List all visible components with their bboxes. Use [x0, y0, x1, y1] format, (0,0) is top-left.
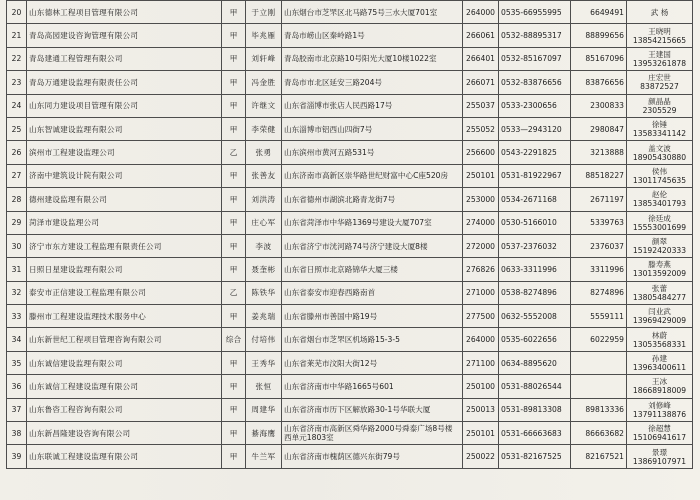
- contact-mobile: 15106941617: [632, 433, 687, 443]
- telephone: 0533—2943120: [499, 117, 571, 140]
- postal-code: 253000: [463, 188, 499, 211]
- postal-code: 271100: [463, 351, 499, 374]
- qualification-level: 甲: [222, 258, 246, 281]
- legal-representative: 毕兆雁: [246, 24, 282, 47]
- contact-person: 王冰: [651, 377, 668, 387]
- company-name: 日照日星建设监理有限公司: [27, 258, 222, 281]
- table-row: [7, 351, 693, 374]
- contact-person: 王建国: [648, 49, 671, 59]
- company-name: 济宁市东方建设工程监理有限责任公司: [27, 234, 222, 257]
- legal-representative: 付培伟: [246, 328, 282, 351]
- qualification-level: 甲: [222, 422, 246, 445]
- row-number: 37: [7, 398, 27, 421]
- legal-representative: 聂奎彬: [246, 258, 282, 281]
- postal-code: 276826: [463, 258, 499, 281]
- telephone: 0532-88895317: [499, 24, 571, 47]
- contact-person: 徐廷成: [648, 213, 671, 223]
- table-row: [7, 188, 693, 211]
- company-name: 滨州市工程建设监理公司: [27, 141, 222, 164]
- legal-representative: 张勇: [246, 141, 282, 164]
- row-number: 25: [7, 117, 27, 140]
- fax-number: 85167096: [571, 47, 627, 70]
- fax-number: 3213888: [571, 141, 627, 164]
- company-address: 山东省莱芜市汶阳大街12号: [282, 351, 463, 374]
- row-number: 20: [7, 1, 27, 24]
- postal-code: 256600: [463, 141, 499, 164]
- row-number: 35: [7, 351, 27, 374]
- legal-representative: 陈铁华: [246, 281, 282, 304]
- legal-representative: 李波: [246, 234, 282, 257]
- company-name: 山东新昌隆建设咨询有限公司: [27, 422, 222, 445]
- contact-mobile: 13791138876: [632, 409, 687, 419]
- row-number: 27: [7, 164, 27, 187]
- contact-mobile: 13805484277: [632, 292, 687, 302]
- fax-number: 6022959: [571, 328, 627, 351]
- company-address: 山东省济宁市洸河路74号济宁建设大厦8楼: [282, 234, 463, 257]
- company-name: 德州建设监理有限公司: [27, 188, 222, 211]
- company-address: 山东济南市高新区崇华路世纪财富中心C座520房: [282, 164, 463, 187]
- company-address: 山东省济南市中华路1665号601: [282, 375, 463, 398]
- contact-cell: [627, 281, 693, 304]
- company-name: 山东智诚建设监理有限公司: [27, 117, 222, 140]
- table-row: [7, 281, 693, 304]
- contact-person: 王晓明: [648, 26, 671, 36]
- row-number: 30: [7, 234, 27, 257]
- contact-person: 颜晶晶: [648, 96, 671, 106]
- qualification-level: 甲: [222, 211, 246, 234]
- company-name: 山东诚信建设监理有限公司: [27, 351, 222, 374]
- qualification-level: 甲: [222, 398, 246, 421]
- fax-number: 2300833: [571, 94, 627, 117]
- postal-code: 266061: [463, 24, 499, 47]
- company-name: 青岛建通工程管理有限公司: [27, 47, 222, 70]
- supervision-company-table: [6, 0, 693, 469]
- contact-cell: [627, 24, 693, 47]
- contact-mobile: 18668918009: [632, 386, 687, 396]
- contact-mobile: 13854215665: [632, 35, 687, 45]
- postal-code: 250101: [463, 164, 499, 187]
- table-row: [7, 445, 693, 468]
- telephone: 0535-6022656: [499, 328, 571, 351]
- postal-code: 264000: [463, 328, 499, 351]
- telephone: 0531-82167525: [499, 445, 571, 468]
- contact-person: 侯伟: [651, 166, 668, 176]
- qualification-level: 甲: [222, 375, 246, 398]
- contact-cell: [627, 305, 693, 328]
- qualification-level: 甲: [222, 71, 246, 94]
- legal-representative: 刘轩峰: [246, 47, 282, 70]
- postal-code: 271000: [463, 281, 499, 304]
- contact-mobile: 13053568331: [632, 339, 687, 349]
- table-row: [7, 328, 693, 351]
- contact-cell: [627, 71, 693, 94]
- company-address: 山东省德州市湖滨北路青龙街7号: [282, 188, 463, 211]
- telephone: 0534-2671168: [499, 188, 571, 211]
- telephone: 0538-8274896: [499, 281, 571, 304]
- company-address: 山东省滕州市善国中路19号: [282, 305, 463, 328]
- fax-number: 88518227: [571, 164, 627, 187]
- qualification-level: 甲: [222, 94, 246, 117]
- qualification-level: 综合: [222, 328, 246, 351]
- company-name: 山东诚信工程建设监理有限公司: [27, 375, 222, 398]
- contact-person: 庄宏世: [648, 73, 671, 83]
- contact-cell: [627, 188, 693, 211]
- row-number: 29: [7, 211, 27, 234]
- qualification-level: 甲: [222, 351, 246, 374]
- fax-number: 2980847: [571, 117, 627, 140]
- contact-cell: [627, 445, 693, 468]
- legal-representative: 刘洪涛: [246, 188, 282, 211]
- contact-cell: [627, 117, 693, 140]
- company-name: 青岛高园建设咨询管理有限公司: [27, 24, 222, 47]
- contact-mobile: 13953261878: [632, 58, 687, 68]
- postal-code: 272000: [463, 234, 499, 257]
- row-number: 32: [7, 281, 27, 304]
- contact-cell: [627, 351, 693, 374]
- postal-code: 250013: [463, 398, 499, 421]
- fax-number: 6649491: [571, 1, 627, 24]
- telephone: 0531-66663683: [499, 422, 571, 445]
- table-row: [7, 258, 693, 281]
- contact-mobile: 2305529: [642, 105, 677, 115]
- table-row: [7, 375, 693, 398]
- row-number: 39: [7, 445, 27, 468]
- postal-code: 266071: [463, 71, 499, 94]
- table-row: [7, 211, 693, 234]
- contact-person: 刘修峰: [648, 400, 671, 410]
- table-row: [7, 422, 693, 445]
- postal-code: 264000: [463, 1, 499, 24]
- company-address: 山东省济南市槐荫区德兴东街79号: [282, 445, 463, 468]
- row-number: 36: [7, 375, 27, 398]
- contact-cell: [627, 94, 693, 117]
- postal-code: 250022: [463, 445, 499, 468]
- telephone: 0535-66955995: [499, 1, 571, 24]
- company-name: 济南中建筑设计院有限公司: [27, 164, 222, 187]
- contact-mobile: 13583341142: [632, 129, 687, 139]
- table-row: [7, 164, 693, 187]
- table-body: [7, 1, 693, 469]
- table-row: [7, 305, 693, 328]
- fax-number: 82167521: [571, 445, 627, 468]
- contact-mobile: 13963400611: [632, 363, 687, 373]
- table-row: [7, 24, 693, 47]
- row-number: 23: [7, 71, 27, 94]
- table-row: [7, 234, 693, 257]
- company-address: 山东省淄博市张店人民西路17号: [282, 94, 463, 117]
- contact-person: 徐超慧: [648, 424, 671, 434]
- legal-representative: 张善友: [246, 164, 282, 187]
- telephone: 0632-5552008: [499, 305, 571, 328]
- contact-person: 盖文波: [648, 143, 671, 153]
- company-address: 山东省烟台市芝罘区机场路15-3-5: [282, 328, 463, 351]
- legal-representative: 冯金胜: [246, 71, 282, 94]
- contact-mobile: 13013592009: [632, 269, 687, 279]
- contact-mobile: 15192420333: [632, 246, 687, 256]
- company-address: 青岛市市北区延安三路204号: [282, 71, 463, 94]
- row-number: 34: [7, 328, 27, 351]
- qualification-level: 甲: [222, 164, 246, 187]
- company-address: 山东省济南市高新区舜华路2000号舜泰广场8号楼西单元1803室: [282, 422, 463, 445]
- fax-number: 2376037: [571, 234, 627, 257]
- row-number: 28: [7, 188, 27, 211]
- telephone: 0532-83876656: [499, 71, 571, 94]
- table-row: [7, 94, 693, 117]
- qualification-level: 甲: [222, 305, 246, 328]
- telephone: 0633-3311996: [499, 258, 571, 281]
- fax-number: 3311996: [571, 258, 627, 281]
- row-number: 22: [7, 47, 27, 70]
- contact-cell: [627, 328, 693, 351]
- company-name: 山东鲁咨工程咨询有限公司: [27, 398, 222, 421]
- company-address: 山东省泰安市迎春西路南首: [282, 281, 463, 304]
- contact-mobile: 15553001699: [632, 222, 687, 232]
- contact-person: 颜翠: [651, 237, 668, 247]
- postal-code: 274000: [463, 211, 499, 234]
- postal-code: 255052: [463, 117, 499, 140]
- contact-cell: [627, 375, 693, 398]
- telephone: 0531-81922967: [499, 164, 571, 187]
- postal-code: 277500: [463, 305, 499, 328]
- company-name: 泰安市正信建设工程监理有限公司: [27, 281, 222, 304]
- legal-representative: 庄心军: [246, 211, 282, 234]
- table-row: [7, 1, 693, 24]
- telephone: 0634-8895620: [499, 351, 571, 374]
- fax-number: 88899656: [571, 24, 627, 47]
- contact-person: 武 杨: [650, 7, 669, 17]
- legal-representative: 许继文: [246, 94, 282, 117]
- company-address: 山东省菏泽市中华路1369号建设大厦707室: [282, 211, 463, 234]
- row-number: 31: [7, 258, 27, 281]
- contact-cell: [627, 211, 693, 234]
- legal-representative: 王秀华: [246, 351, 282, 374]
- table-row: [7, 141, 693, 164]
- contact-cell: [627, 398, 693, 421]
- telephone: 0530-5166010: [499, 211, 571, 234]
- qualification-level: 甲: [222, 445, 246, 468]
- row-number: 26: [7, 141, 27, 164]
- qualification-level: 甲: [222, 47, 246, 70]
- qualification-level: 乙: [222, 141, 246, 164]
- fax-number: 83876656: [571, 71, 627, 94]
- company-name: 菏泽市建设监理公司: [27, 211, 222, 234]
- contact-person: 闫业武: [648, 307, 671, 317]
- qualification-level: 甲: [222, 1, 246, 24]
- table-row: [7, 398, 693, 421]
- company-name: 滕州市工程建设监理技术服务中心: [27, 305, 222, 328]
- legal-representative: 姜兆瑞: [246, 305, 282, 328]
- company-name: 山东同力建设项目管理有限公司: [27, 94, 222, 117]
- company-address: 山东烟台市芝罘区北马路75号三水大厦701室: [282, 1, 463, 24]
- company-address: 山东滨州市黄河五路531号: [282, 141, 463, 164]
- row-number: 21: [7, 24, 27, 47]
- company-address: 青岛胶南市北京路10号阳光大厦10楼1022室: [282, 47, 463, 70]
- telephone: 0532-85167097: [499, 47, 571, 70]
- contact-cell: [627, 234, 693, 257]
- contact-cell: [627, 258, 693, 281]
- telephone: 0537-2376032: [499, 234, 571, 257]
- fax-number: [571, 351, 627, 374]
- contact-cell: [627, 47, 693, 70]
- contact-person: 孙建: [651, 354, 668, 364]
- qualification-level: 甲: [222, 24, 246, 47]
- legal-representative: 周建华: [246, 398, 282, 421]
- contact-mobile: 13969429009: [632, 316, 687, 326]
- contact-person: 徐锤: [651, 120, 668, 130]
- table-row: [7, 71, 693, 94]
- fax-number: 86663682: [571, 422, 627, 445]
- row-number: 24: [7, 94, 27, 117]
- contact-mobile: 13853401793: [632, 199, 687, 209]
- fax-number: 2671197: [571, 188, 627, 211]
- row-number: 38: [7, 422, 27, 445]
- telephone: 0543-2291825: [499, 141, 571, 164]
- contact-mobile: 13011745635: [632, 175, 687, 185]
- contact-person: 张蕾: [651, 283, 668, 293]
- fax-number: 5339763: [571, 211, 627, 234]
- company-name: 青岛万通建设监理有限责任公司: [27, 71, 222, 94]
- company-address: 山东淄博市铝西山四街7号: [282, 117, 463, 140]
- legal-representative: 李荣健: [246, 117, 282, 140]
- fax-number: 5559111: [571, 305, 627, 328]
- legal-representative: 于立刚: [246, 1, 282, 24]
- qualification-level: 甲: [222, 117, 246, 140]
- postal-code: 250100: [463, 375, 499, 398]
- contact-cell: [627, 1, 693, 24]
- contact-person: 滕寿燕: [648, 260, 671, 270]
- telephone: 0533-2300656: [499, 94, 571, 117]
- qualification-level: 甲: [222, 188, 246, 211]
- contact-person: 景璟: [651, 447, 668, 457]
- postal-code: 250101: [463, 422, 499, 445]
- company-address: 山东省日照市北京路锦华大厦三楼: [282, 258, 463, 281]
- table-row: [7, 117, 693, 140]
- fax-number: [571, 375, 627, 398]
- qualification-level: 乙: [222, 281, 246, 304]
- company-address: 青岛市崂山区秦岭路1号: [282, 24, 463, 47]
- legal-representative: 牛兰军: [246, 445, 282, 468]
- contact-cell: [627, 164, 693, 187]
- contact-cell: [627, 422, 693, 445]
- telephone: 0531-88026544: [499, 375, 571, 398]
- postal-code: 255037: [463, 94, 499, 117]
- company-name: 山东新世纪工程项目管理咨询有限公司: [27, 328, 222, 351]
- contact-mobile: 13869107971: [632, 456, 687, 466]
- postal-code: 266401: [463, 47, 499, 70]
- fax-number: 8274896: [571, 281, 627, 304]
- legal-representative: 张恒: [246, 375, 282, 398]
- qualification-level: 甲: [222, 234, 246, 257]
- contact-person: 林蔚: [651, 330, 668, 340]
- company-name: 山东联诚工程建设监理有限公司: [27, 445, 222, 468]
- contact-mobile: 18905430880: [632, 152, 687, 162]
- fax-number: 89813336: [571, 398, 627, 421]
- table-row: [7, 47, 693, 70]
- contact-mobile: 83872527: [640, 82, 679, 92]
- company-address: 山东省济南市历下区解放路30-1号华联大厦: [282, 398, 463, 421]
- legal-representative: 綦海鹰: [246, 422, 282, 445]
- contact-person: 赵伦: [651, 190, 668, 200]
- contact-cell: [627, 141, 693, 164]
- telephone: 0531-89813308: [499, 398, 571, 421]
- row-number: 33: [7, 305, 27, 328]
- company-name: 山东德林工程项目管理有限公司: [27, 1, 222, 24]
